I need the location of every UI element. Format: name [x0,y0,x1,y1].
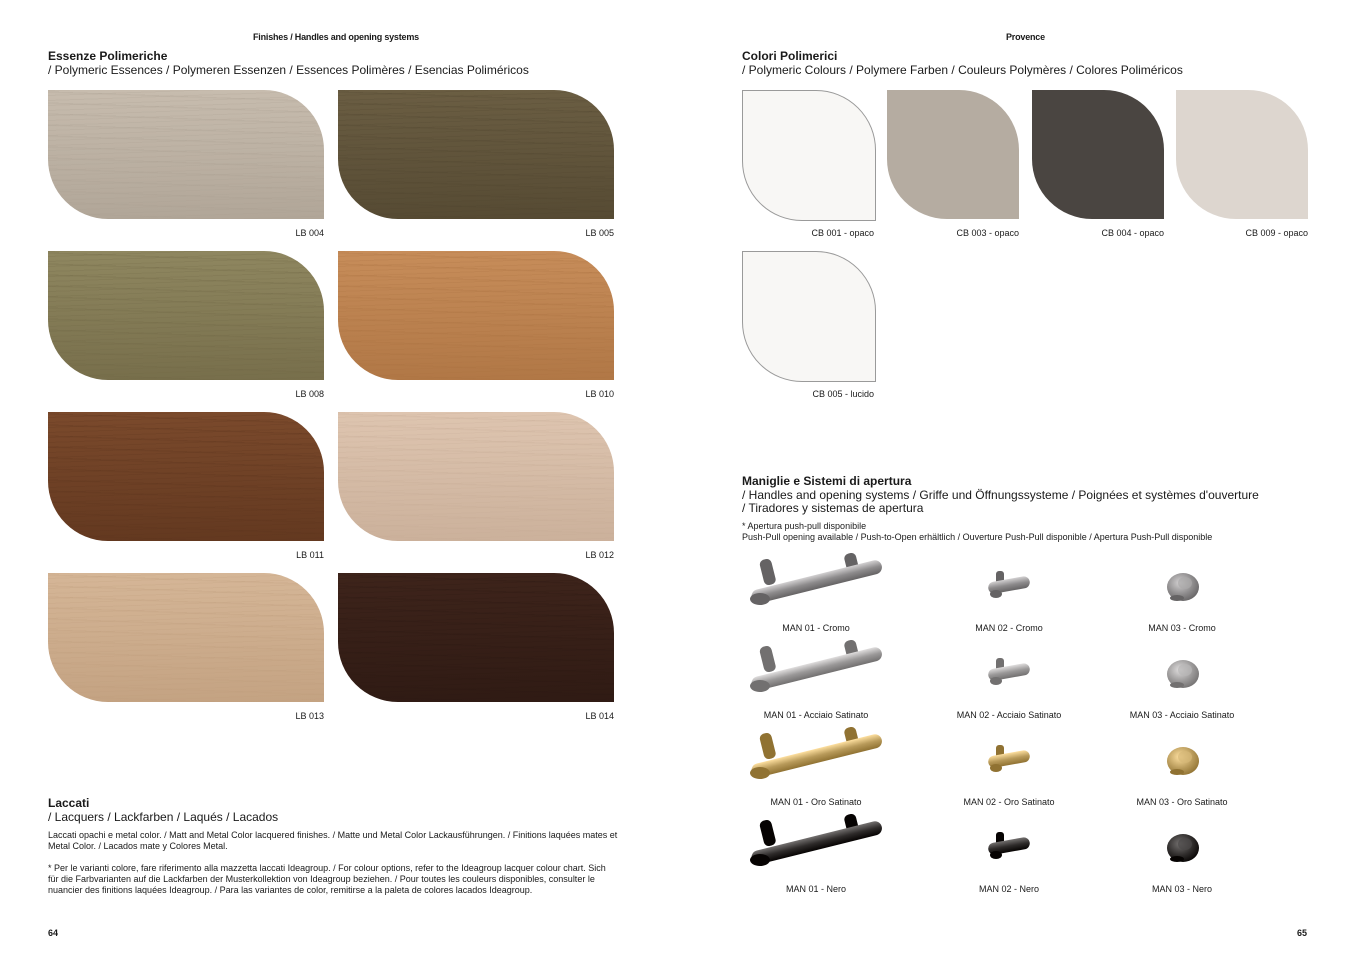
handle-label: MAN 02 - Cromo [975,623,1043,633]
essence-swatch [338,412,614,541]
handle-label: MAN 03 - Acciaio Satinato [1129,710,1235,720]
essences-title: Essenze Polimeriche [48,49,168,63]
handle-label: MAN 02 - Nero [978,884,1040,894]
essence-swatch [48,412,324,541]
handle-label: MAN 01 - Acciaio Satinato [763,710,869,720]
colour-swatch-code: CB 005 - lucido [812,389,874,399]
handle-knob-image [1163,826,1201,869]
handle-label: MAN 02 - Acciaio Satinato [956,710,1062,720]
lacquers-title: Laccati [48,796,90,810]
handles-title: Maniglie e Sistemi di apertura [742,474,912,488]
handle-label: MAN 01 - Oro Satinato [770,797,862,807]
handle-short-image [986,567,1032,606]
handle-label: MAN 03 - Nero [1151,884,1213,894]
colour-swatch-code: CB 004 - opaco [1101,228,1164,238]
colour-swatch [742,251,876,382]
colour-swatch [742,90,876,221]
colours-subtitle: / Polymeric Colours / Polymere Farben / Couleurs Polymères / Colores Poliméricos [742,63,1183,77]
page-number-left: 64 [48,928,59,938]
handle-label: MAN 03 - Cromo [1148,623,1216,633]
lacquers-subtitle: / Lacquers / Lackfarben / Laqués / Lacados [48,810,279,824]
essence-swatch [338,90,614,219]
essence-swatch [338,573,614,702]
colour-swatch-code: CB 009 - opaco [1245,228,1308,238]
essence-swatch-code: LB 012 [585,550,614,560]
handle-bar-image [746,640,886,707]
colours-title: Colori Polimerici [742,49,838,63]
running-header-right: Provence [1006,32,1045,42]
essence-swatch-code: LB 013 [295,711,324,721]
essence-swatch-code: LB 005 [585,228,614,238]
essence-swatch-code: LB 010 [585,389,614,399]
push-pull-note: * Apertura push-pull disponibile [742,521,867,531]
handle-bar-image [746,814,886,881]
push-pull-translations: Push-Pull opening available / Push-to-Open erhältlich / Ouverture Push-Pull disponible / Apertura Push-Pull disponible [742,532,1213,542]
colour-swatch-code: CB 003 - opaco [956,228,1019,238]
essence-swatch-code: LB 004 [295,228,324,238]
colour-swatch [887,90,1019,219]
page-number-right: 65 [1297,928,1308,938]
essence-swatch-code: LB 011 [296,550,324,560]
essences-subtitle: / Polymeric Essences / Polymeren Essenzen / Essences Polimères / Esencias Poliméricos [48,63,529,77]
handle-knob-image [1163,565,1201,608]
colour-swatch-code: CB 001 - opaco [811,228,874,238]
handle-bar-image [746,727,886,794]
colour-swatch [1176,90,1308,219]
handle-label: MAN 02 - Oro Satinato [963,797,1055,807]
running-header-left: Finishes / Handles and opening systems [253,32,419,42]
lacquers-note: * Per le varianti colore, fare riferimento alla mazzetta laccati Ideagroup. / For colour options, refer to the Ideagroup lacquer colour chart. Sich für die Farbvarianten auf die Lackfarben der Musterkollektion von Ideagroup beziehen. / Pour toutes les couleurs disponibles, consulter le nuancier des finitions laquées Ideagroup. / Para las variantes de color, remitirse a la paleta de colores lacados Ideagroup. [48,863,606,895]
handle-short-image [986,828,1032,867]
handle-bar-image [746,553,886,620]
handle-label: MAN 01 - Nero [785,884,847,894]
handles-subtitle-2: / Tiradores y sistemas de apertura [742,501,924,515]
essence-swatch [48,90,324,219]
essence-swatch-code: LB 008 [295,389,324,399]
handle-label: MAN 01 - Cromo [782,623,850,633]
handle-label: MAN 03 - Oro Satinato [1136,797,1228,807]
handle-knob-image [1163,652,1201,695]
essence-swatch-code: LB 014 [585,711,614,721]
colour-swatch [1032,90,1164,219]
handle-short-image [986,654,1032,693]
essence-swatch [338,251,614,380]
handle-short-image [986,741,1032,780]
handles-subtitle-1: / Handles and opening systems / Griffe und Öffnungssysteme / Poignées et systèmes d'ouverture [742,488,1259,502]
essence-swatch [48,251,324,380]
handle-knob-image [1163,739,1201,782]
essence-swatch [48,573,324,702]
lacquers-description: Laccati opachi e metal color. / Matt and Metal Color lacquered finishes. / Matte und Metal Color Lackausführungen. / Finitions laquées mates et Metal Color. / Lacados mate y Colores Metal. [48,830,618,851]
